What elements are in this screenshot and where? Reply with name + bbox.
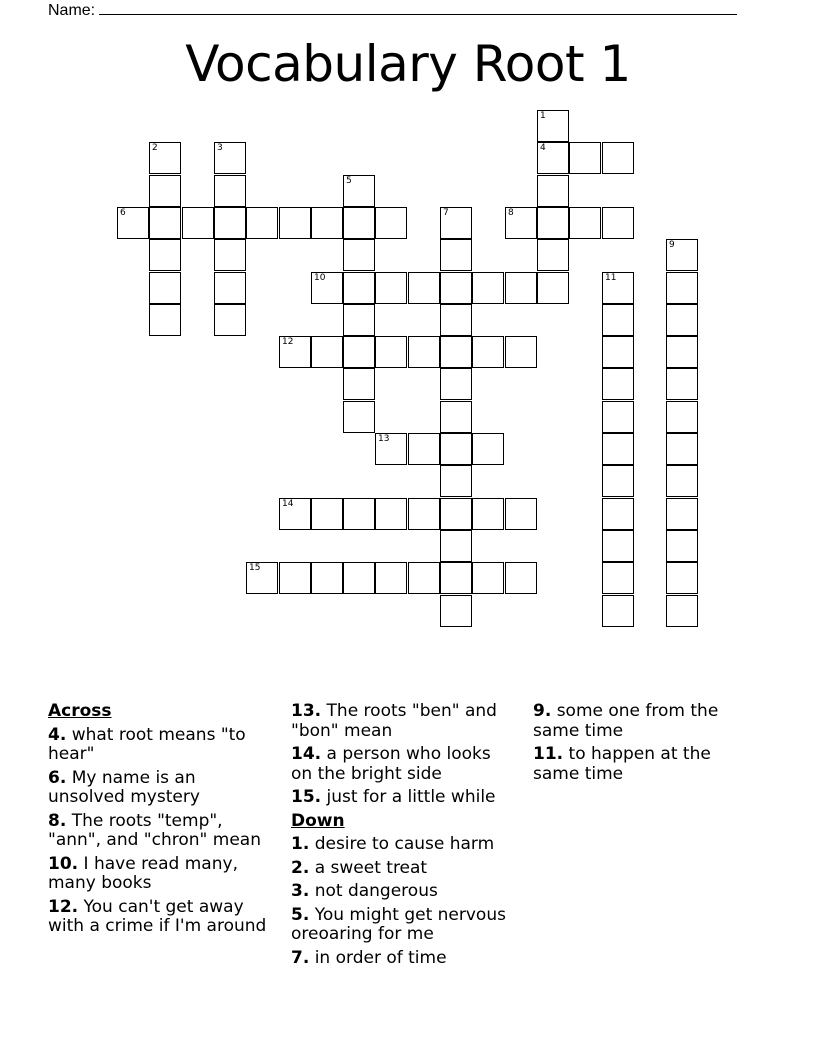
grid-cell[interactable] — [375, 272, 407, 304]
grid-cell[interactable] — [408, 272, 440, 304]
grid-cell[interactable] — [246, 207, 278, 239]
grid-cell[interactable] — [375, 207, 407, 239]
grid-cell[interactable] — [149, 239, 181, 271]
clue-number-label: 9. — [533, 701, 552, 721]
grid-cell[interactable] — [602, 562, 634, 594]
grid-cell[interactable] — [537, 207, 569, 239]
grid-cell[interactable] — [505, 336, 537, 368]
grid-cell[interactable] — [602, 433, 634, 465]
grid-cell[interactable] — [311, 336, 343, 368]
grid-cell[interactable] — [343, 401, 375, 433]
clue-item — [48, 812, 268, 851]
grid-cell[interactable] — [602, 142, 634, 174]
grid-cell[interactable] — [666, 465, 698, 497]
clue-text: desire to cause harm — [314, 834, 495, 854]
clue-number-label: 10. — [48, 853, 79, 874]
grid-cell[interactable] — [666, 562, 698, 594]
grid-cell[interactable] — [343, 272, 375, 304]
clue-item — [48, 898, 283, 937]
clue-number-label: 14. — [291, 744, 322, 764]
grid-cell[interactable] — [602, 368, 634, 400]
grid-cell[interactable] — [214, 175, 246, 207]
grid-cell[interactable] — [505, 207, 537, 239]
clue-number: 4 — [540, 143, 546, 153]
grid-cell[interactable] — [537, 175, 569, 207]
grid-cell[interactable] — [408, 336, 440, 368]
grid-cell[interactable] — [214, 142, 246, 174]
clue-text: not dangerous — [314, 881, 438, 901]
grid-cell[interactable] — [440, 433, 472, 465]
clue-number-label: 3. — [291, 881, 310, 901]
clue-text: just for a little while — [326, 787, 496, 807]
grid-cell[interactable] — [375, 433, 407, 465]
clue-item — [533, 702, 733, 741]
clue-text: I have read many, many books — [48, 853, 238, 893]
grid-cell[interactable] — [440, 401, 472, 433]
grid-cell[interactable] — [440, 239, 472, 271]
grid-cell[interactable] — [472, 562, 504, 594]
grid-cell[interactable] — [279, 562, 311, 594]
grid-cell[interactable] — [214, 207, 246, 239]
grid-cell[interactable] — [602, 530, 634, 562]
grid-cell[interactable] — [602, 498, 634, 530]
grid-cell[interactable] — [666, 433, 698, 465]
grid-cell[interactable] — [375, 562, 407, 594]
grid-cell[interactable] — [408, 498, 440, 530]
grid-cell[interactable] — [666, 336, 698, 368]
grid-cell[interactable] — [311, 207, 343, 239]
clue-number: 2 — [152, 143, 158, 153]
grid-cell[interactable] — [505, 498, 537, 530]
grid-cell[interactable] — [569, 142, 601, 174]
grid-cell[interactable] — [602, 336, 634, 368]
clue-number-label: 12. — [48, 896, 79, 917]
clue-number-label: 6. — [48, 767, 67, 788]
grid-cell[interactable] — [149, 142, 181, 174]
clue-text: The roots "temp", "ann", and "chron" mean — [48, 810, 261, 850]
grid-cell[interactable] — [537, 142, 569, 174]
grid-cell[interactable] — [182, 207, 214, 239]
grid-cell[interactable] — [666, 368, 698, 400]
clue-number-label: 5. — [291, 904, 310, 925]
grid-cell[interactable] — [505, 272, 537, 304]
clue-text: to happen at the same time — [533, 744, 711, 784]
grid-cell[interactable] — [214, 304, 246, 336]
clue-number-label: 13. — [291, 701, 322, 721]
clue-text: You might get nervous oreoaring for me — [291, 904, 506, 944]
grid-cell[interactable] — [569, 207, 601, 239]
clue-item — [291, 788, 526, 808]
grid-cell[interactable] — [602, 272, 634, 304]
grid-cell[interactable] — [440, 207, 472, 239]
grid-cell[interactable] — [343, 175, 375, 207]
clue-column-1 — [48, 702, 283, 941]
grid-cell[interactable] — [666, 304, 698, 336]
grid-cell[interactable] — [666, 401, 698, 433]
clue-number-label: 7. — [291, 947, 310, 968]
clue-number: 14 — [282, 499, 294, 509]
clue-number: 8 — [508, 208, 514, 218]
grid-cell[interactable] — [537, 110, 569, 142]
clue-text: in order of time — [314, 947, 447, 968]
clue-number-label: 2. — [291, 857, 310, 878]
grid-cell[interactable] — [440, 368, 472, 400]
grid-cell[interactable] — [472, 336, 504, 368]
clue-text: a person who looks on the bright side — [291, 744, 491, 784]
grid-cell[interactable] — [149, 207, 181, 239]
clue-item — [291, 882, 526, 902]
clue-item — [48, 855, 253, 894]
clue-number: 10 — [314, 273, 326, 283]
clue-item — [533, 745, 733, 784]
grid-cell[interactable] — [149, 304, 181, 336]
clue-number: 1 — [540, 111, 546, 121]
grid-cell[interactable] — [440, 272, 472, 304]
clue-number: 11 — [605, 273, 617, 283]
grid-cell[interactable] — [311, 272, 343, 304]
clue-number: 6 — [120, 208, 126, 218]
grid-cell[interactable] — [117, 207, 149, 239]
name-label: Name: — [48, 2, 96, 19]
grid-cell[interactable] — [408, 433, 440, 465]
grid-cell[interactable] — [666, 498, 698, 530]
clue-number: 5 — [346, 176, 352, 186]
clue-number-label: 8. — [48, 810, 67, 831]
clue-number: 13 — [378, 434, 390, 444]
grid-cell[interactable] — [343, 336, 375, 368]
clue-number: 7 — [443, 208, 449, 218]
grid-cell[interactable] — [408, 562, 440, 594]
grid-cell[interactable] — [472, 272, 504, 304]
grid-cell[interactable] — [279, 336, 311, 368]
clue-item — [291, 859, 526, 879]
clue-item — [291, 949, 526, 969]
clue-text: some one from the same time — [533, 701, 719, 741]
grid-cell[interactable] — [440, 595, 472, 627]
clue-number-label: 4. — [48, 724, 67, 745]
grid-cell[interactable] — [343, 368, 375, 400]
grid-cell[interactable] — [602, 304, 634, 336]
clue-number: 12 — [282, 337, 294, 347]
clue-item — [291, 906, 526, 945]
clue-column-3 — [533, 702, 733, 788]
down-heading: Down — [291, 810, 345, 831]
grid-cell[interactable] — [343, 498, 375, 530]
grid-cell[interactable] — [537, 239, 569, 271]
clue-number: 9 — [669, 240, 675, 250]
clue-number-label: 1. — [291, 834, 310, 854]
grid-cell[interactable] — [149, 175, 181, 207]
grid-cell[interactable] — [440, 562, 472, 594]
grid-cell[interactable] — [311, 498, 343, 530]
grid-cell[interactable] — [440, 498, 472, 530]
grid-cell[interactable] — [537, 272, 569, 304]
grid-cell[interactable] — [375, 336, 407, 368]
grid-cell[interactable] — [440, 304, 472, 336]
across-heading: Across — [48, 701, 112, 721]
grid-cell[interactable] — [279, 498, 311, 530]
grid-cell[interactable] — [343, 207, 375, 239]
grid-cell[interactable] — [472, 433, 504, 465]
grid-cell[interactable] — [246, 562, 278, 594]
clue-number-label: 11. — [533, 744, 564, 764]
grid-cell[interactable] — [311, 562, 343, 594]
clue-item — [48, 726, 263, 765]
clue-text: The roots "ben" and "bon" mean — [291, 701, 497, 741]
grid-cell[interactable] — [602, 595, 634, 627]
grid-cell[interactable] — [666, 530, 698, 562]
grid-cell[interactable] — [472, 498, 504, 530]
clue-number: 15 — [249, 563, 261, 573]
clue-number-label: 15. — [291, 787, 322, 807]
grid-cell[interactable] — [279, 207, 311, 239]
grid-cell[interactable] — [602, 207, 634, 239]
grid-cell[interactable] — [440, 465, 472, 497]
clue-text: what root means "to hear" — [48, 724, 246, 764]
grid-cell[interactable] — [602, 465, 634, 497]
grid-cell[interactable] — [214, 272, 246, 304]
clue-number: 3 — [217, 143, 223, 153]
grid-cell[interactable] — [505, 562, 537, 594]
clue-text: You can't get away with a crime if I'm around — [48, 896, 267, 936]
clue-text: a sweet treat — [314, 857, 428, 878]
grid-cell[interactable] — [343, 562, 375, 594]
grid-cell[interactable] — [375, 498, 407, 530]
clue-item — [291, 702, 511, 741]
clue-text: My name is an unsolved mystery — [48, 767, 200, 807]
page-title: Vocabulary Root 1 — [185, 35, 631, 93]
grid-cell[interactable] — [666, 239, 698, 271]
grid-cell[interactable] — [666, 272, 698, 304]
clue-item — [291, 745, 506, 784]
grid-cell[interactable] — [440, 530, 472, 562]
grid-cell[interactable] — [666, 595, 698, 627]
clue-column-2 — [291, 702, 526, 972]
clue-item — [291, 835, 526, 855]
grid-cell[interactable] — [214, 239, 246, 271]
grid-cell[interactable] — [149, 272, 181, 304]
grid-cell[interactable] — [440, 336, 472, 368]
grid-cell[interactable] — [343, 239, 375, 271]
grid-cell[interactable] — [343, 304, 375, 336]
clue-item — [48, 769, 233, 808]
grid-cell[interactable] — [602, 401, 634, 433]
